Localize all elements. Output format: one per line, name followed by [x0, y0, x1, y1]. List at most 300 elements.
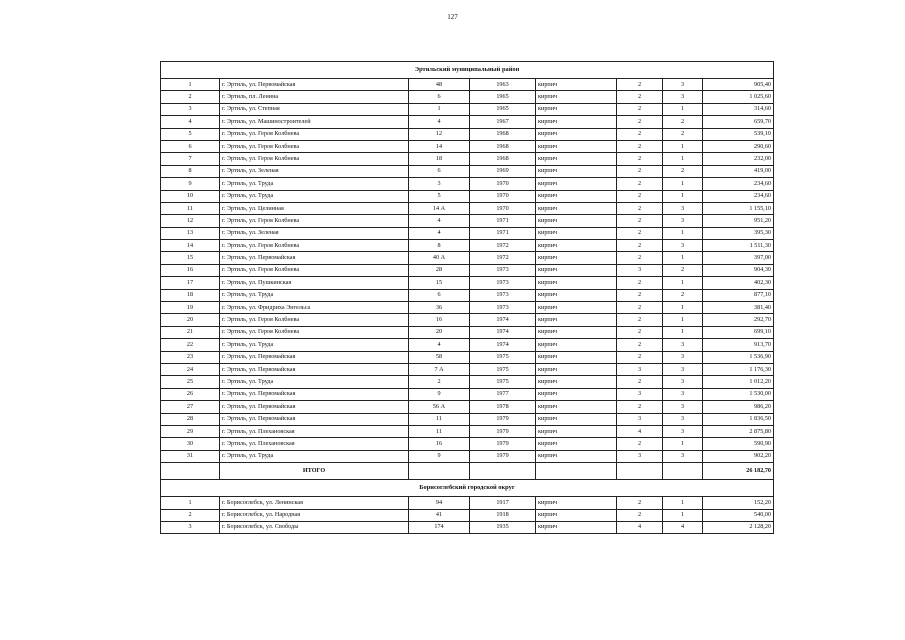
cell-address: г. Эртиль, ул. Первомайская [220, 351, 409, 363]
table-row [161, 425, 774, 437]
table-row [161, 363, 774, 375]
table-row [161, 401, 774, 413]
cell-row-number: 21 [161, 326, 220, 338]
cell-floors: 2 [617, 438, 663, 450]
table-row [161, 326, 774, 338]
cell-house-number: 5 [409, 190, 470, 202]
cell-build-year: 1979 [470, 425, 536, 437]
cell-house-number: 9 [409, 450, 470, 462]
cell-address: г. Эртиль, ул. Героя Колбнева [220, 264, 409, 276]
table-row [161, 103, 774, 115]
cell-address: г. Эртиль, ул. Труда [220, 376, 409, 388]
cell-entrances: 1 [663, 302, 703, 314]
cell-floors: 2 [617, 277, 663, 289]
cell-row-number: 11 [161, 202, 220, 214]
cell-area: 699,10 [703, 326, 774, 338]
cell-floors: 2 [617, 140, 663, 152]
cell-build-year: 1975 [470, 376, 536, 388]
cell-area: 1 836,50 [703, 413, 774, 425]
cell-area: 1 530,00 [703, 388, 774, 400]
cell-wall-material: кирпич [536, 215, 617, 227]
cell-row-number: 18 [161, 289, 220, 301]
cell-row-number: 25 [161, 376, 220, 388]
cell-address: г. Эртиль, ул. Героя Колбнева [220, 215, 409, 227]
table-row [161, 252, 774, 264]
section-header [161, 62, 774, 79]
cell-address: г. Эртиль, ул. Первомайская [220, 401, 409, 413]
cell-row-number: 9 [161, 178, 220, 190]
cell-build-year: 1977 [470, 388, 536, 400]
table-row [161, 227, 774, 239]
cell-row-number: 24 [161, 363, 220, 375]
table-row [161, 521, 774, 533]
cell-row-number: 31 [161, 450, 220, 462]
cell-build-year: 1973 [470, 289, 536, 301]
cell-area: 877,10 [703, 289, 774, 301]
cell-row-number: 23 [161, 351, 220, 363]
cell-floors: 2 [617, 302, 663, 314]
cell-entrances: 1 [663, 103, 703, 115]
cell-area: 986,20 [703, 401, 774, 413]
page-number: 127 [447, 13, 458, 21]
cell-floors: 2 [617, 103, 663, 115]
cell-row-number: 10 [161, 190, 220, 202]
cell-area: 590,90 [703, 438, 774, 450]
cell-entrances: 3 [663, 450, 703, 462]
cell-build-year: 1970 [470, 190, 536, 202]
cell-build-year: 1968 [470, 140, 536, 152]
table-row [161, 178, 774, 190]
cell-address: г. Эртиль, ул. Целинная [220, 202, 409, 214]
cell-floors: 2 [617, 165, 663, 177]
cell-address: г. Эртиль, ул. Первомайская [220, 252, 409, 264]
cell-area: 2 128,20 [703, 521, 774, 533]
cell-floors: 2 [617, 252, 663, 264]
cell-house-number: 4 [409, 227, 470, 239]
cell-wall-material: кирпич [536, 509, 617, 521]
cell-floors: 2 [617, 376, 663, 388]
cell-house-number: 58 [409, 351, 470, 363]
empty-cell [470, 463, 536, 480]
cell-build-year: 1970 [470, 178, 536, 190]
cell-wall-material: кирпич [536, 252, 617, 264]
table-row [161, 202, 774, 214]
cell-address: г. Эртиль, ул. Труда [220, 289, 409, 301]
cell-address: г. Эртиль, ул. Степная [220, 103, 409, 115]
cell-floors: 3 [617, 413, 663, 425]
cell-wall-material: кирпич [536, 178, 617, 190]
cell-area: 234,60 [703, 190, 774, 202]
cell-entrances: 1 [663, 509, 703, 521]
cell-row-number: 1 [161, 79, 220, 91]
cell-house-number: 4 [409, 339, 470, 351]
cell-build-year: 1974 [470, 339, 536, 351]
cell-house-number: 4 [409, 116, 470, 128]
cell-wall-material: кирпич [536, 103, 617, 115]
cell-area: 314,60 [703, 103, 774, 115]
cell-build-year: 1974 [470, 326, 536, 338]
cell-build-year: 1917 [470, 497, 536, 509]
cell-build-year: 1968 [470, 128, 536, 140]
cell-area: 659,70 [703, 116, 774, 128]
cell-house-number: 3 [409, 178, 470, 190]
cell-row-number: 3 [161, 103, 220, 115]
cell-wall-material: кирпич [536, 153, 617, 165]
cell-address: г. Эртиль, ул. Пушкинская [220, 277, 409, 289]
cell-floors: 2 [617, 314, 663, 326]
cell-house-number: 15 [409, 277, 470, 289]
cell-build-year: 1967 [470, 116, 536, 128]
cell-row-number: 2 [161, 91, 220, 103]
table-row [161, 153, 774, 165]
cell-address: г. Эртиль, ул. Героя Колбнева [220, 153, 409, 165]
cell-floors: 2 [617, 339, 663, 351]
cell-row-number: 29 [161, 425, 220, 437]
cell-house-number: 6 [409, 289, 470, 301]
table-row [161, 277, 774, 289]
cell-floors: 2 [617, 128, 663, 140]
cell-build-year: 1974 [470, 314, 536, 326]
cell-house-number: 1 [409, 103, 470, 115]
cell-address: г. Эртиль, ул. Зеленая [220, 227, 409, 239]
cell-house-number: 56 А [409, 401, 470, 413]
cell-entrances: 3 [663, 215, 703, 227]
table-row [161, 314, 774, 326]
cell-floors: 2 [617, 326, 663, 338]
cell-entrances: 3 [663, 388, 703, 400]
table-row [161, 215, 774, 227]
cell-row-number: 13 [161, 227, 220, 239]
table-row [161, 497, 774, 509]
cell-wall-material: кирпич [536, 128, 617, 140]
cell-entrances: 3 [663, 202, 703, 214]
cell-row-number: 27 [161, 401, 220, 413]
cell-entrances: 2 [663, 165, 703, 177]
cell-wall-material: кирпич [536, 227, 617, 239]
section-title: Борисоглебский городской округ [161, 480, 774, 497]
cell-house-number: 20 [409, 326, 470, 338]
cell-row-number: 3 [161, 521, 220, 533]
cell-row-number: 1 [161, 497, 220, 509]
cell-address: г. Эртиль, ул. Труда [220, 450, 409, 462]
table-row [161, 79, 774, 91]
cell-entrances: 3 [663, 351, 703, 363]
cell-area: 397,00 [703, 252, 774, 264]
cell-build-year: 1975 [470, 363, 536, 375]
cell-build-year: 1968 [470, 153, 536, 165]
cell-floors: 2 [617, 91, 663, 103]
table-row [161, 450, 774, 462]
cell-entrances: 3 [663, 79, 703, 91]
cell-house-number: 16 [409, 438, 470, 450]
cell-wall-material: кирпич [536, 351, 617, 363]
cell-row-number: 7 [161, 153, 220, 165]
cell-wall-material: кирпич [536, 388, 617, 400]
housing-registry-table [160, 61, 774, 534]
cell-house-number: 11 [409, 425, 470, 437]
cell-floors: 2 [617, 240, 663, 252]
table-row [161, 388, 774, 400]
cell-build-year: 1918 [470, 509, 536, 521]
table-row [161, 264, 774, 276]
cell-entrances: 3 [663, 363, 703, 375]
cell-wall-material: кирпич [536, 401, 617, 413]
cell-build-year: 1969 [470, 165, 536, 177]
cell-floors: 2 [617, 202, 663, 214]
cell-area: 1 012,20 [703, 376, 774, 388]
cell-entrances: 1 [663, 227, 703, 239]
cell-floors: 3 [617, 450, 663, 462]
cell-entrances: 3 [663, 413, 703, 425]
table-row [161, 438, 774, 450]
cell-row-number: 4 [161, 116, 220, 128]
cell-row-number: 12 [161, 215, 220, 227]
cell-house-number: 7 А [409, 363, 470, 375]
cell-row-number: 14 [161, 240, 220, 252]
cell-entrances: 2 [663, 128, 703, 140]
table-row [161, 91, 774, 103]
cell-address: г. Эртиль, ул. Первомайская [220, 413, 409, 425]
cell-build-year: 1972 [470, 252, 536, 264]
cell-wall-material: кирпич [536, 264, 617, 276]
cell-floors: 3 [617, 363, 663, 375]
cell-floors: 4 [617, 425, 663, 437]
cell-row-number: 28 [161, 413, 220, 425]
cell-entrances: 1 [663, 190, 703, 202]
cell-floors: 2 [617, 401, 663, 413]
cell-build-year: 1973 [470, 302, 536, 314]
cell-row-number: 19 [161, 302, 220, 314]
cell-wall-material: кирпич [536, 79, 617, 91]
cell-row-number: 5 [161, 128, 220, 140]
cell-build-year: 1973 [470, 264, 536, 276]
cell-row-number: 17 [161, 277, 220, 289]
cell-address: г. Эртиль, ул. Машиностроителей [220, 116, 409, 128]
cell-entrances: 2 [663, 116, 703, 128]
cell-house-number: 12 [409, 128, 470, 140]
table-row [161, 116, 774, 128]
cell-build-year: 1963 [470, 79, 536, 91]
cell-area: 381,40 [703, 302, 774, 314]
total-value: 26 182,70 [703, 463, 774, 480]
cell-wall-material: кирпич [536, 326, 617, 338]
cell-area: 902,20 [703, 450, 774, 462]
cell-address: г. Борисоглебск, ул. Свободы [220, 521, 409, 533]
cell-address: г. Эртиль, ул. Первомайская [220, 79, 409, 91]
cell-row-number: 20 [161, 314, 220, 326]
cell-address: г. Эртиль, ул. Труда [220, 339, 409, 351]
empty-cell [161, 463, 220, 480]
cell-address: г. Борисоглебск, ул. Народная [220, 509, 409, 521]
cell-wall-material: кирпич [536, 314, 617, 326]
cell-address: г. Эртиль, ул. Героя Колбнева [220, 240, 409, 252]
cell-wall-material: кирпич [536, 190, 617, 202]
cell-house-number: 28 [409, 264, 470, 276]
cell-build-year: 1975 [470, 351, 536, 363]
cell-house-number: 14 [409, 140, 470, 152]
cell-floors: 2 [617, 289, 663, 301]
cell-entrances: 1 [663, 438, 703, 450]
cell-address: г. Эртиль, ул. Первомайская [220, 363, 409, 375]
cell-wall-material: кирпич [536, 450, 617, 462]
cell-house-number: 48 [409, 79, 470, 91]
cell-row-number: 30 [161, 438, 220, 450]
cell-build-year: 1965 [470, 91, 536, 103]
cell-entrances: 1 [663, 140, 703, 152]
empty-cell [617, 463, 663, 480]
table-row [161, 190, 774, 202]
cell-wall-material: кирпич [536, 140, 617, 152]
cell-build-year: 1979 [470, 450, 536, 462]
cell-address: г. Эртиль, ул. Героя Колбнева [220, 140, 409, 152]
cell-wall-material: кирпич [536, 497, 617, 509]
cell-floors: 2 [617, 509, 663, 521]
cell-row-number: 22 [161, 339, 220, 351]
cell-entrances: 4 [663, 521, 703, 533]
cell-area: 419,00 [703, 165, 774, 177]
cell-entrances: 1 [663, 314, 703, 326]
total-row [161, 463, 774, 480]
table-row [161, 413, 774, 425]
cell-wall-material: кирпич [536, 202, 617, 214]
empty-cell [536, 463, 617, 480]
cell-wall-material: кирпич [536, 425, 617, 437]
cell-wall-material: кирпич [536, 363, 617, 375]
cell-wall-material: кирпич [536, 116, 617, 128]
cell-area: 540,00 [703, 509, 774, 521]
cell-row-number: 16 [161, 264, 220, 276]
cell-area: 1 511,30 [703, 240, 774, 252]
cell-wall-material: кирпич [536, 91, 617, 103]
cell-floors: 3 [617, 264, 663, 276]
cell-floors: 2 [617, 497, 663, 509]
cell-house-number: 18 [409, 153, 470, 165]
cell-wall-material: кирпич [536, 438, 617, 450]
cell-floors: 3 [617, 388, 663, 400]
cell-entrances: 1 [663, 326, 703, 338]
cell-address: г. Эртиль, ул. Плехановская [220, 438, 409, 450]
cell-house-number: 6 [409, 91, 470, 103]
cell-entrances: 2 [663, 289, 703, 301]
cell-wall-material: кирпич [536, 413, 617, 425]
cell-address: г. Эртиль, ул. Зеленая [220, 165, 409, 177]
cell-wall-material: кирпич [536, 302, 617, 314]
cell-house-number: 8 [409, 240, 470, 252]
cell-floors: 2 [617, 116, 663, 128]
cell-entrances: 3 [663, 425, 703, 437]
cell-floors: 2 [617, 178, 663, 190]
cell-wall-material: кирпич [536, 165, 617, 177]
cell-row-number: 15 [161, 252, 220, 264]
cell-area: 1 176,30 [703, 363, 774, 375]
cell-entrances: 2 [663, 264, 703, 276]
cell-wall-material: кирпич [536, 277, 617, 289]
cell-address: г. Эртиль, ул. Первомайская [220, 388, 409, 400]
cell-house-number: 94 [409, 497, 470, 509]
empty-cell [663, 463, 703, 480]
table-row [161, 376, 774, 388]
cell-floors: 2 [617, 79, 663, 91]
cell-area: 234,60 [703, 178, 774, 190]
cell-house-number: 174 [409, 521, 470, 533]
cell-address: г. Эртиль, ул. Героя Колбнева [220, 128, 409, 140]
cell-area: 292,70 [703, 314, 774, 326]
table-row [161, 339, 774, 351]
cell-area: 539,10 [703, 128, 774, 140]
cell-entrances: 1 [663, 497, 703, 509]
cell-house-number: 11 [409, 413, 470, 425]
cell-build-year: 1978 [470, 401, 536, 413]
cell-house-number: 2 [409, 376, 470, 388]
table-row [161, 128, 774, 140]
cell-address: г. Эртиль, ул. Труда [220, 178, 409, 190]
table-row [161, 509, 774, 521]
cell-area: 905,40 [703, 79, 774, 91]
cell-house-number: 36 [409, 302, 470, 314]
cell-area: 402,30 [703, 277, 774, 289]
cell-build-year: 1971 [470, 227, 536, 239]
cell-address: г. Борисоглебск, ул. Ленинская [220, 497, 409, 509]
cell-row-number: 2 [161, 509, 220, 521]
table-row [161, 351, 774, 363]
cell-entrances: 1 [663, 178, 703, 190]
cell-entrances: 3 [663, 376, 703, 388]
cell-entrances: 3 [663, 339, 703, 351]
cell-floors: 2 [617, 351, 663, 363]
cell-entrances: 3 [663, 240, 703, 252]
cell-build-year: 1972 [470, 240, 536, 252]
cell-entrances: 1 [663, 153, 703, 165]
cell-build-year: 1970 [470, 202, 536, 214]
cell-area: 152,20 [703, 497, 774, 509]
table-body [161, 62, 774, 534]
cell-house-number: 9 [409, 388, 470, 400]
total-label: ИТОГО [220, 463, 409, 480]
cell-build-year: 1979 [470, 438, 536, 450]
section-header [161, 480, 774, 497]
cell-address: г. Эртиль, ул. Фридриха Энгельса [220, 302, 409, 314]
cell-house-number: 4 [409, 215, 470, 227]
cell-house-number: 40 А [409, 252, 470, 264]
cell-entrances: 3 [663, 91, 703, 103]
cell-area: 951,20 [703, 215, 774, 227]
cell-row-number: 8 [161, 165, 220, 177]
table-row [161, 289, 774, 301]
cell-house-number: 14 А [409, 202, 470, 214]
cell-entrances: 3 [663, 401, 703, 413]
cell-floors: 4 [617, 521, 663, 533]
cell-row-number: 26 [161, 388, 220, 400]
cell-area: 1 025,60 [703, 91, 774, 103]
cell-area: 904,30 [703, 264, 774, 276]
cell-floors: 2 [617, 153, 663, 165]
cell-wall-material: кирпич [536, 339, 617, 351]
cell-build-year: 1971 [470, 215, 536, 227]
cell-floors: 2 [617, 215, 663, 227]
table-row [161, 302, 774, 314]
cell-build-year: 1979 [470, 413, 536, 425]
cell-address: г. Эртиль, ул. Плехановская [220, 425, 409, 437]
cell-floors: 2 [617, 227, 663, 239]
cell-area: 913,70 [703, 339, 774, 351]
table-row [161, 140, 774, 152]
cell-address: г. Эртиль, ул. Героя Колбнева [220, 314, 409, 326]
cell-build-year: 1973 [470, 277, 536, 289]
cell-build-year: 1935 [470, 521, 536, 533]
cell-address: г. Эртиль, ул. Героя Колбнева [220, 326, 409, 338]
cell-area: 290,60 [703, 140, 774, 152]
cell-build-year: 1965 [470, 103, 536, 115]
